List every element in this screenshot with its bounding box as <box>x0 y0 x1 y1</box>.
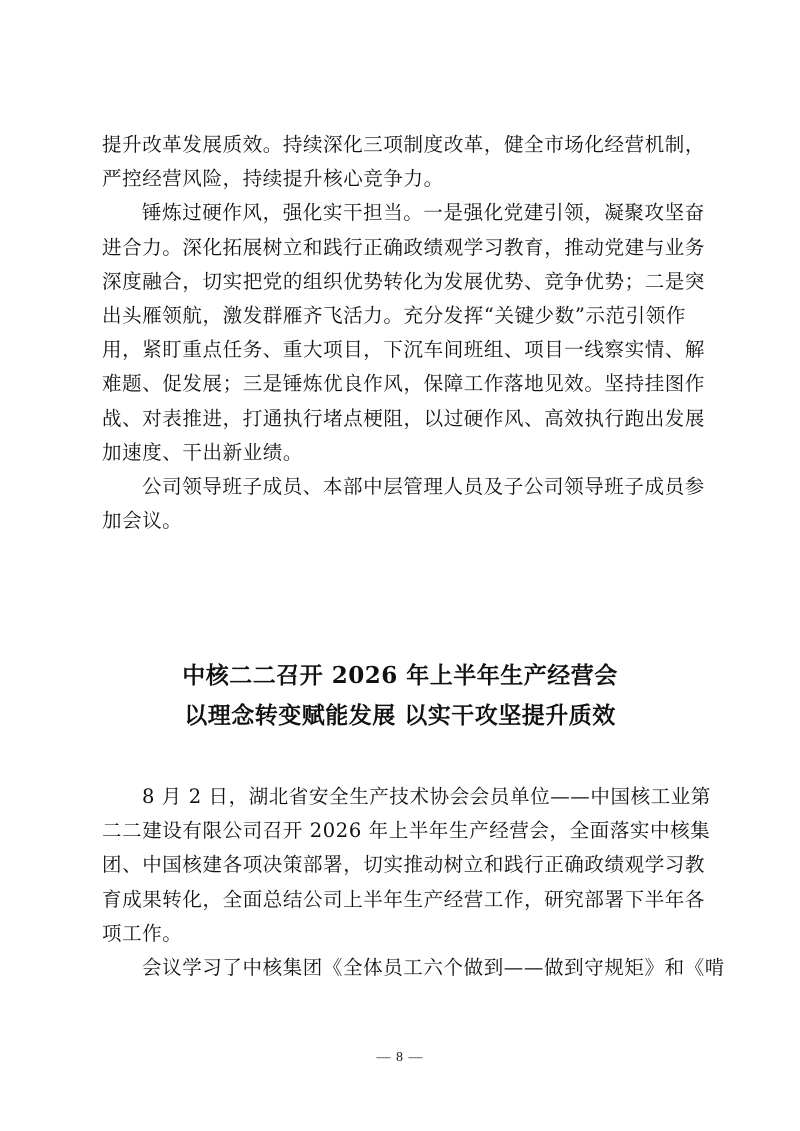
text-line: 提升改革发展质效。持续深化三项制度改革，健全市场化经营机制， <box>102 133 706 156</box>
text-line: 8 月 2 日，湖北省安全生产技术协会会员单位——中国核工业第 <box>142 785 712 808</box>
text-line: 会议学习了中核集团《全体员工六个做到——做到守规矩》和《啃 <box>142 956 725 980</box>
text-line: 加会议。 <box>102 509 183 533</box>
text-line: 加速度、干出新业绩。 <box>102 440 304 464</box>
paragraph-reform <box>102 128 706 196</box>
paragraph-meeting-study <box>102 951 725 985</box>
paragraph-meeting-intro <box>102 780 712 951</box>
text-line: 项工作。 <box>102 921 183 945</box>
text-line: 难题、促发展；三是锤炼优良作风，保障工作落地见效。坚持挂图作 <box>102 372 706 396</box>
text-line: 锤炼过硬作风，强化实干担当。一是强化党建引领，凝聚攻坚奋 <box>142 201 705 225</box>
text-line: 深度融合，切实把党的组织优势转化为发展优势、竞争优势；二是突 <box>102 269 706 293</box>
text-line: 育成果转化，全面总结公司上半年生产经营工作，研究部署下半年各 <box>102 887 706 911</box>
continued-section <box>102 128 706 538</box>
text-line: 公司领导班子成员、本部中层管理人员及子公司领导班子成员参 <box>142 475 705 499</box>
text-line: 出头雁领航，激发群雁齐飞活力。充分发挥“关键少数”示范引领作 <box>102 304 686 328</box>
page-number: — 8 — <box>376 1050 424 1065</box>
text-line: 进合力。深化拓展树立和践行正确政绩观学习教育，推动党建与业务 <box>102 235 706 259</box>
article-title <box>0 656 800 736</box>
paragraph-work-style <box>102 196 706 470</box>
text-line: 严控经营风险，持续提升核心竞争力。 <box>102 167 444 191</box>
text-line: 战、对表推进，打通执行堵点梗阻，以过硬作风、高效执行跑出发展 <box>102 406 706 430</box>
text-line: 用，紧盯重点任务、重大项目，下沉车间班组、项目一线察实情、解 <box>102 338 706 362</box>
paragraph-attendees <box>102 470 705 538</box>
text-line: 二二建设有限公司召开 2026 年上半年生产经营会，全面落实中核集 <box>102 819 711 843</box>
article-title-line-1: 中核二二召开 2026 年上半年生产经营会 <box>182 662 618 689</box>
article-body <box>102 780 725 985</box>
article-title-line-2: 以理念转变赋能发展 以实干攻坚提升质效 <box>184 702 616 729</box>
text-line: 团、中国核建各项决策部署，切实推动树立和践行正确政绩观学习教 <box>102 853 706 877</box>
